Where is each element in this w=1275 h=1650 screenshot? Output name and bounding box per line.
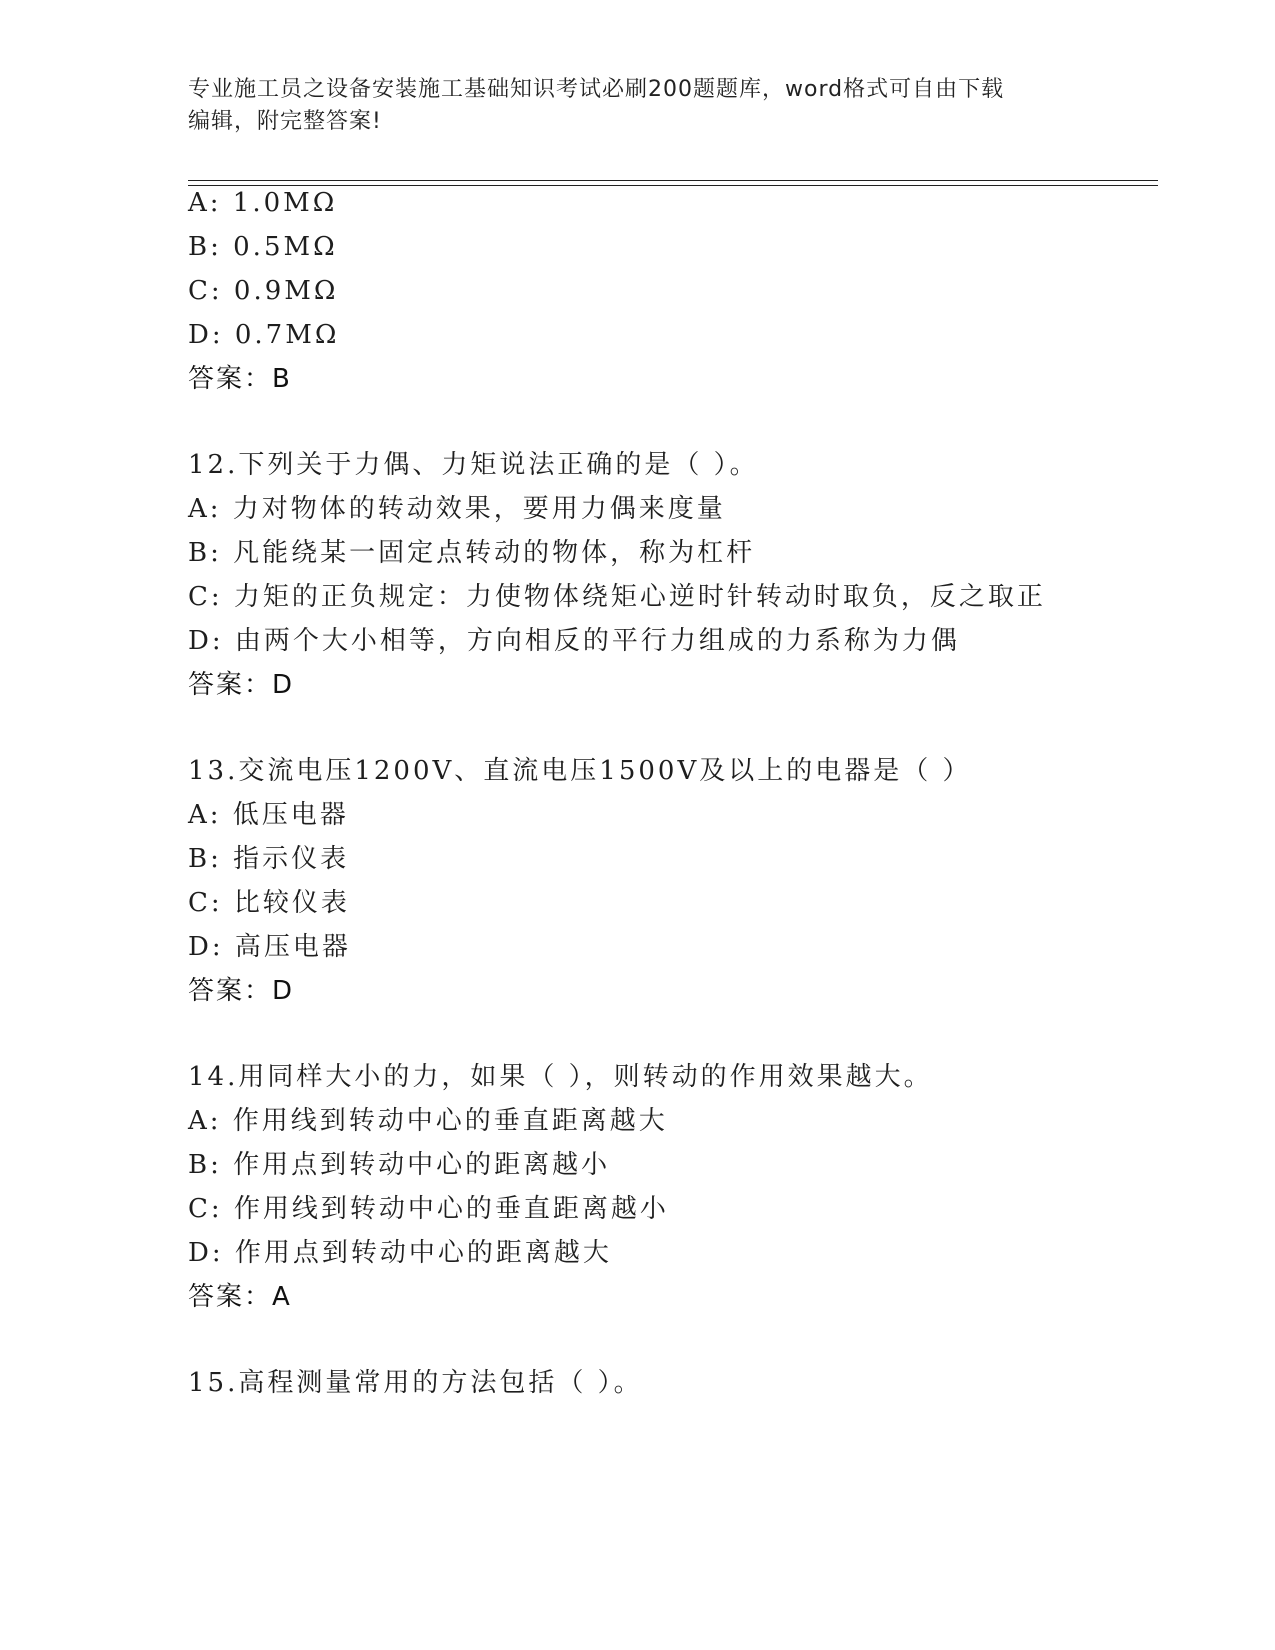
- q15-question: 15.高程测量常用的方法包括（ ）。: [188, 1368, 643, 1398]
- q13-answer: 答案：D: [188, 976, 295, 1006]
- q11-option-c: C: 0.9MΩ: [188, 276, 339, 306]
- header-line-1: 专业施工员之设备安装施工基础知识考试必刷200题题库，word格式可自由下载: [188, 77, 1005, 102]
- q12-option-a: A: 力对物体的转动效果，要用力偶来度量: [188, 494, 726, 524]
- q12-option-c: C: 力矩的正负规定：力使物体绕矩心逆时针转动时取负，反之取正: [188, 582, 1046, 612]
- q13-option-c: C: 比较仪表: [188, 888, 350, 918]
- q14-option-b: B: 作用点到转动中心的距离越小: [188, 1150, 611, 1180]
- q11-option-b: B: 0.5MΩ: [188, 232, 338, 262]
- q13-option-d: D: 高压电器: [188, 932, 351, 962]
- q13-question: 13.交流电压1200V、直流电压1500V及以上的电器是（ ）: [188, 756, 972, 786]
- q12-option-b: B: 凡能绕某一固定点转动的物体，称为杠杆: [188, 538, 756, 568]
- q14-answer: 答案：A: [188, 1282, 292, 1312]
- q12-option-d: D: 由两个大小相等，方向相反的平行力组成的力系称为力偶: [188, 626, 960, 656]
- q11-option-a: A: 1.0MΩ: [188, 188, 338, 218]
- q13-option-a: A: 低压电器: [188, 800, 349, 830]
- document-header: [188, 74, 1088, 138]
- q14-option-d: D: 作用点到转动中心的距离越大: [188, 1238, 612, 1268]
- q14-option-a: A: 作用线到转动中心的垂直距离越大: [188, 1106, 668, 1136]
- q12-answer: 答案：D: [188, 670, 295, 700]
- q13-option-b: B: 指示仪表: [188, 844, 350, 874]
- header-divider-top: [188, 180, 1158, 181]
- q12-question: 12.下列关于力偶、力矩说法正确的是（ ）。: [188, 450, 759, 480]
- q14-question: 14.用同样大小的力，如果（ ），则转动的作用效果越大。: [188, 1062, 933, 1092]
- q11-answer: 答案：B: [188, 364, 292, 394]
- q11-option-d: D: 0.7MΩ: [188, 320, 340, 350]
- q14-option-c: C: 作用线到转动中心的垂直距离越小: [188, 1194, 669, 1224]
- header-line-2: 编辑，附完整答案!: [188, 109, 382, 134]
